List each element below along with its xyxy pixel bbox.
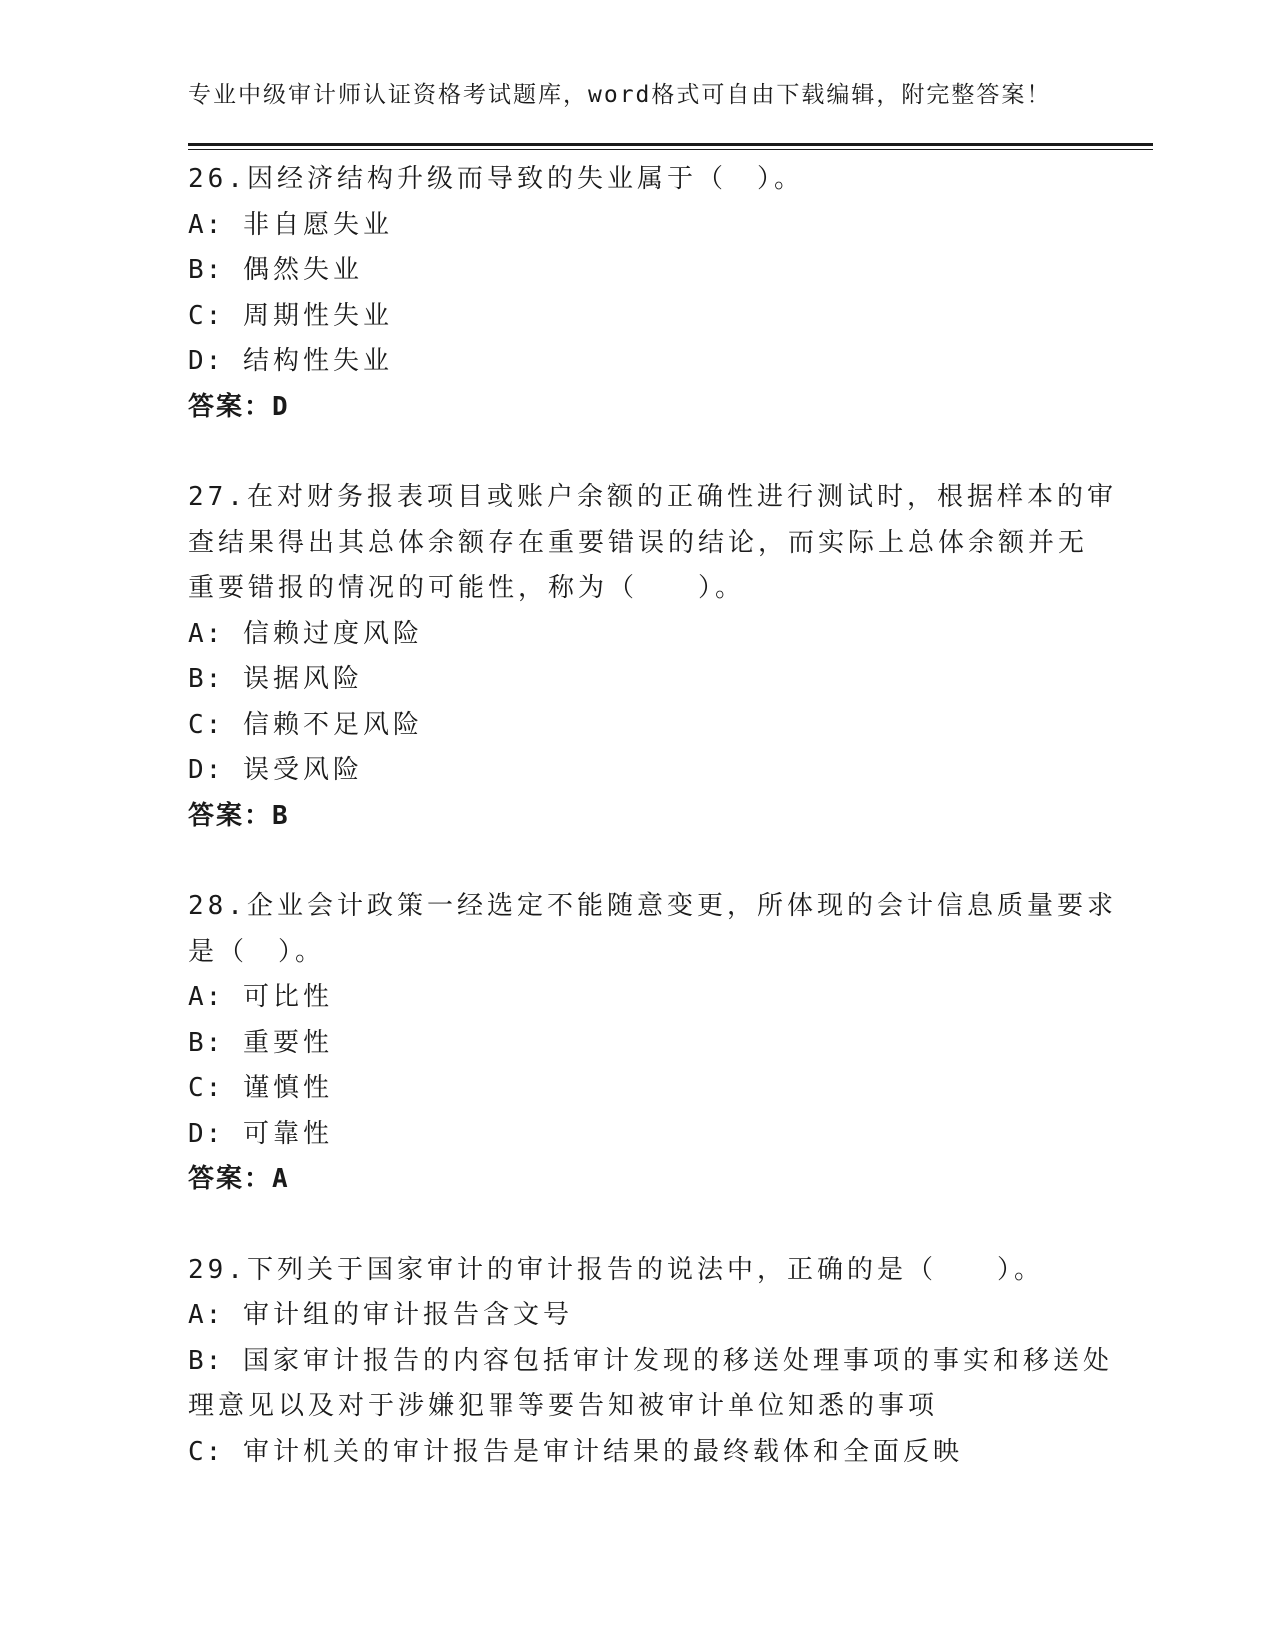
- option-a: [188, 203, 1088, 249]
- question-27: [188, 475, 1117, 839]
- option-text: 非自愿失业: [242, 209, 393, 240]
- question-stem: 重要错报的情况的可能性，称为（ ）。: [188, 573, 746, 603]
- option-label: A:: [188, 982, 224, 1012]
- question-stem: 是（ ）。: [188, 936, 326, 967]
- question-26: [188, 157, 1088, 430]
- option-label: C:: [188, 1436, 224, 1467]
- option-c: [188, 294, 1088, 340]
- option-text: 结构性失业: [242, 346, 393, 376]
- option-d: [188, 339, 1088, 385]
- option-b: [188, 1339, 1113, 1385]
- option-c: [188, 1430, 1088, 1476]
- option-text: 重要性: [242, 1027, 333, 1058]
- option-d: [188, 1112, 1088, 1158]
- option-b: [188, 248, 1088, 294]
- option-text: 周期性失业: [242, 300, 393, 331]
- option-label: D:: [188, 1118, 224, 1149]
- option-label: C:: [188, 300, 224, 331]
- option-label: D:: [188, 346, 224, 376]
- option-label: B:: [188, 1345, 224, 1376]
- answer: 答案：A: [188, 1164, 290, 1194]
- option-b: [188, 1021, 1088, 1067]
- option-c: [188, 1066, 1088, 1112]
- page-header: 专业中级审计师认证资格考试题库，word格式可自由下载编辑，附完整答案！: [188, 82, 1052, 108]
- option-text: 可靠性: [242, 1118, 333, 1149]
- option-label: B:: [188, 255, 224, 285]
- option-text: 信赖过度风险: [242, 618, 423, 649]
- answer: 答案：B: [188, 800, 290, 831]
- option-label: C:: [188, 709, 224, 740]
- option-label: B:: [188, 1027, 224, 1058]
- header-divider-thin: [188, 149, 1153, 150]
- option-a: [188, 1293, 1088, 1339]
- option-label: B:: [188, 664, 224, 694]
- option-label: C:: [188, 1073, 224, 1103]
- answer: 答案：D: [188, 391, 290, 422]
- option-a: [188, 612, 1088, 658]
- option-text: 审计组的审计报告含文号: [242, 1300, 573, 1330]
- option-text: 误据风险: [242, 664, 363, 694]
- option-label: A:: [188, 209, 224, 240]
- option-text: 谨慎性: [242, 1073, 333, 1103]
- question-list: [188, 157, 1117, 1520]
- option-label: A:: [188, 618, 224, 649]
- question-stem: 27.在对财务报表项目或账户余额的正确性进行测试时，根据样本的审: [188, 482, 1117, 512]
- question-stem: 28.企业会计政策一经选定不能随意变更，所体现的会计信息质量要求: [188, 891, 1117, 921]
- question-stem: 查结果得出其总体余额存在重要错误的结论，而实际上总体余额并无: [188, 527, 1089, 558]
- option-text: 审计机关的审计报告是审计结果的最终载体和全面反映: [242, 1436, 963, 1467]
- question-stem: 29.下列关于国家审计的审计报告的说法中，正确的是（ ）。: [188, 1254, 1044, 1285]
- question-29: [188, 1248, 1113, 1476]
- header-divider-thick: [188, 143, 1153, 146]
- option-c: [188, 703, 1088, 749]
- option-text: 可比性: [242, 982, 333, 1012]
- option-text: 信赖不足风险: [242, 709, 423, 740]
- question-28: [188, 884, 1117, 1203]
- option-text: 偶然失业: [242, 255, 363, 285]
- question-stem: 26.因经济结构升级而导致的失业属于（ ）。: [188, 164, 804, 194]
- option-b: [188, 657, 1088, 703]
- option-label: D:: [188, 755, 224, 785]
- option-a: [188, 975, 1088, 1021]
- option-d: [188, 748, 1088, 794]
- option-b-continued: 理意见以及对于涉嫌犯罪等要告知被审计单位知悉的事项: [188, 1391, 939, 1421]
- option-label: A:: [188, 1300, 224, 1330]
- option-text: 国家审计报告的内容包括审计发现的移送处理事项的事实和移送处: [242, 1345, 1113, 1376]
- option-text: 误受风险: [242, 755, 363, 785]
